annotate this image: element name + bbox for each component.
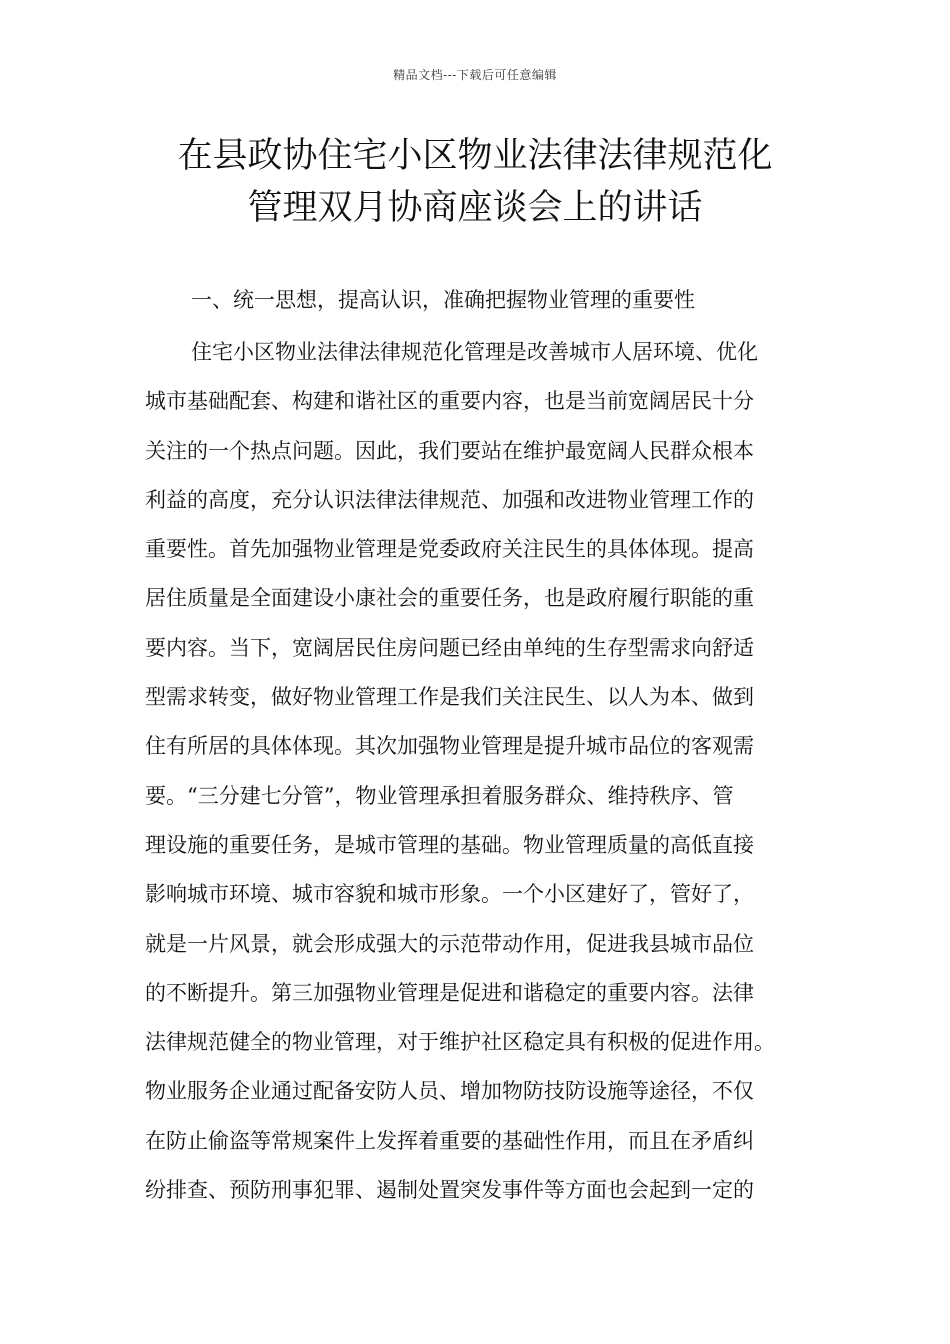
body-line: 居住质量是全面建设小康社会的重要任务，也是政府履行职能的重 [145, 586, 754, 611]
body-line: 的不断提升。第三加强物业管理是促进和谐稳定的重要内容。法律 [145, 980, 754, 1005]
document-title [100, 130, 850, 234]
title-line-1: 在县政协住宅小区物业法律法律规范化 [177, 136, 773, 176]
body-line: 要内容。当下，宽阔居民住房问题已经由单纯的生存型需求向舒适 [145, 635, 754, 660]
page-header: 精品文档---下载后可任意编辑 [393, 68, 557, 82]
body-line: 城市基础配套、构建和谐社区的重要内容，也是当前宽阔居民十分 [145, 389, 754, 414]
body-line: 物业服务企业通过配备安防人员、增加物防技防设施等途径，不仅 [145, 1079, 754, 1104]
body-line: 影响城市环境、城市容貌和城市形象。一个小区建好了，管好了， [145, 882, 754, 907]
body-line: 纷排查、预防刑事犯罪、遏制处置突发事件等方面也会起到一定的 [145, 1178, 754, 1203]
body-text [145, 336, 845, 1223]
body-line: 关注的一个热点问题。因此，我们要站在维护最宽阔人民群众根本 [145, 438, 754, 463]
body-line: 型需求转变，做好物业管理工作是我们关注民生、以人为本、做到 [145, 685, 754, 710]
body-line: 在防止偷盗等常规案件上发挥着重要的基础性作用，而且在矛盾纠 [145, 1128, 754, 1153]
body-line: 住宅小区物业法律法律规范化管理是改善城市人居环境、优化 [191, 340, 758, 364]
body-line: 要。“三分建七分管”，物业管理承担着服务群众、维持秩序、管 [145, 783, 734, 808]
body-line: 重要性。首先加强物业管理是党委政府关注民生的具体体现。提高 [145, 537, 754, 562]
body-line: 住有所居的具体体现。其次加强物业管理是提升城市品位的客观需 [145, 734, 754, 759]
body-line: 就是一片风景，就会形成强大的示范带动作用，促进我县城市品位 [145, 931, 754, 956]
title-line-2: 管理双月协商座谈会上的讲话 [247, 188, 703, 228]
section-heading: 一、统一思想，提高认识，准确把握物业管理的重要性 [191, 288, 695, 312]
body-line: 利益的高度，充分认识法律法律规范、加强和改进物业管理工作的 [145, 487, 754, 512]
body-line: 法律规范健全的物业管理，对于维护社区稳定具有积极的促进作用。 [145, 1030, 775, 1055]
body-line: 理设施的重要任务，是城市管理的基础。物业管理质量的高低直接 [145, 832, 754, 857]
